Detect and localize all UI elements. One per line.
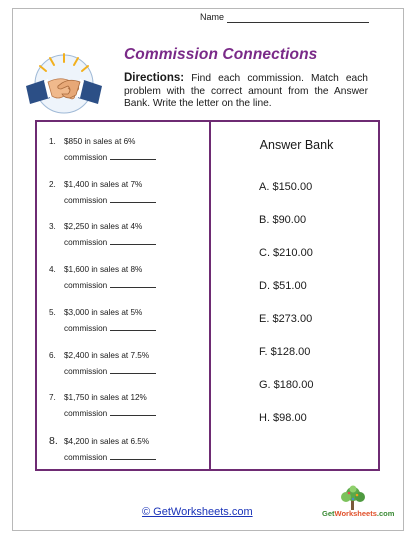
answer-blank[interactable] [110, 367, 156, 374]
worksheet-title: Commission Connections [124, 46, 318, 63]
getworksheets-logo [322, 485, 395, 525]
problem-number: 1. [49, 137, 56, 146]
problem-number: 7. [49, 393, 56, 402]
problem-item [49, 348, 199, 380]
problem-number: 4. [49, 265, 56, 274]
problem-commission-label: commission [64, 153, 108, 162]
problem-text: $1,400 in sales at 7% [64, 180, 143, 189]
problem-number: 8. [49, 435, 58, 447]
tree-icon [322, 485, 384, 511]
answer-blank[interactable] [110, 453, 156, 460]
problem-item [49, 390, 199, 422]
problem-commission-label: commission [64, 281, 108, 290]
answer-blank[interactable] [110, 196, 156, 203]
problem-item [49, 134, 199, 166]
problem-text: $4,200 in sales at 6.5% [64, 437, 150, 446]
answer-bank-item: B. $90.00 [259, 214, 307, 226]
answer-bank-item: E. $273.00 [259, 313, 313, 325]
name-label: Name [200, 12, 225, 22]
problem-number: 5. [49, 308, 56, 317]
answer-bank-item: H. $98.00 [259, 412, 307, 424]
directions [124, 72, 368, 111]
directions-label: Directions: [124, 72, 185, 84]
column-divider [209, 122, 211, 469]
problem-text: $850 in sales at 6% [64, 137, 136, 146]
getworksheets-link[interactable]: © GetWorksheets.com [142, 506, 253, 518]
problem-text: $1,600 in sales at 8% [64, 265, 143, 274]
problem-item [49, 262, 199, 294]
problem-number: 6. [49, 351, 56, 360]
problem-text: $1,750 in sales at 12% [64, 393, 147, 402]
problem-item [49, 433, 199, 466]
brand-part-com: .com [376, 509, 395, 518]
answer-bank-item: F. $128.00 [259, 346, 311, 358]
problem-commission-label: commission [64, 409, 108, 418]
problem-commission-label: commission [64, 367, 108, 376]
problems-box [35, 120, 380, 471]
brand-part-get: Get [322, 509, 335, 518]
answer-bank-title: Answer Bank [259, 138, 334, 152]
problem-commission-label: commission [64, 324, 108, 333]
name-line [227, 22, 369, 23]
answer-blank[interactable] [110, 281, 156, 288]
answer-blank[interactable] [110, 409, 156, 416]
answer-bank-item: D. $51.00 [259, 280, 307, 292]
problem-number: 3. [49, 222, 56, 231]
brand-wordmark [322, 509, 395, 518]
answer-bank-item: A. $150.00 [259, 181, 313, 193]
problem-text: $2,250 in sales at 4% [64, 222, 143, 231]
problem-item [49, 177, 199, 209]
answer-blank[interactable] [110, 238, 156, 245]
answer-bank-item: C. $210.00 [259, 247, 313, 259]
problem-text: $3,000 in sales at 5% [64, 308, 143, 317]
problem-commission-label: commission [64, 196, 108, 205]
problem-item [49, 305, 199, 337]
answer-blank[interactable] [110, 153, 156, 160]
directions-text: Find each commission. Match each problem with the correct amount from the Answer Bank. Write the letter on the line. [124, 73, 368, 110]
answer-blank[interactable] [110, 324, 156, 331]
problem-commission-label: commission [64, 453, 108, 462]
answer-bank-item: G. $180.00 [259, 379, 314, 391]
problem-commission-label: commission [64, 238, 108, 247]
name-field [200, 12, 380, 26]
problem-number: 2. [49, 180, 56, 189]
handshake-icon [24, 48, 104, 118]
problem-item [49, 219, 199, 251]
problem-text: $2,400 in sales at 7.5% [64, 351, 150, 360]
brand-part-worksheets: Worksheets [334, 509, 377, 518]
